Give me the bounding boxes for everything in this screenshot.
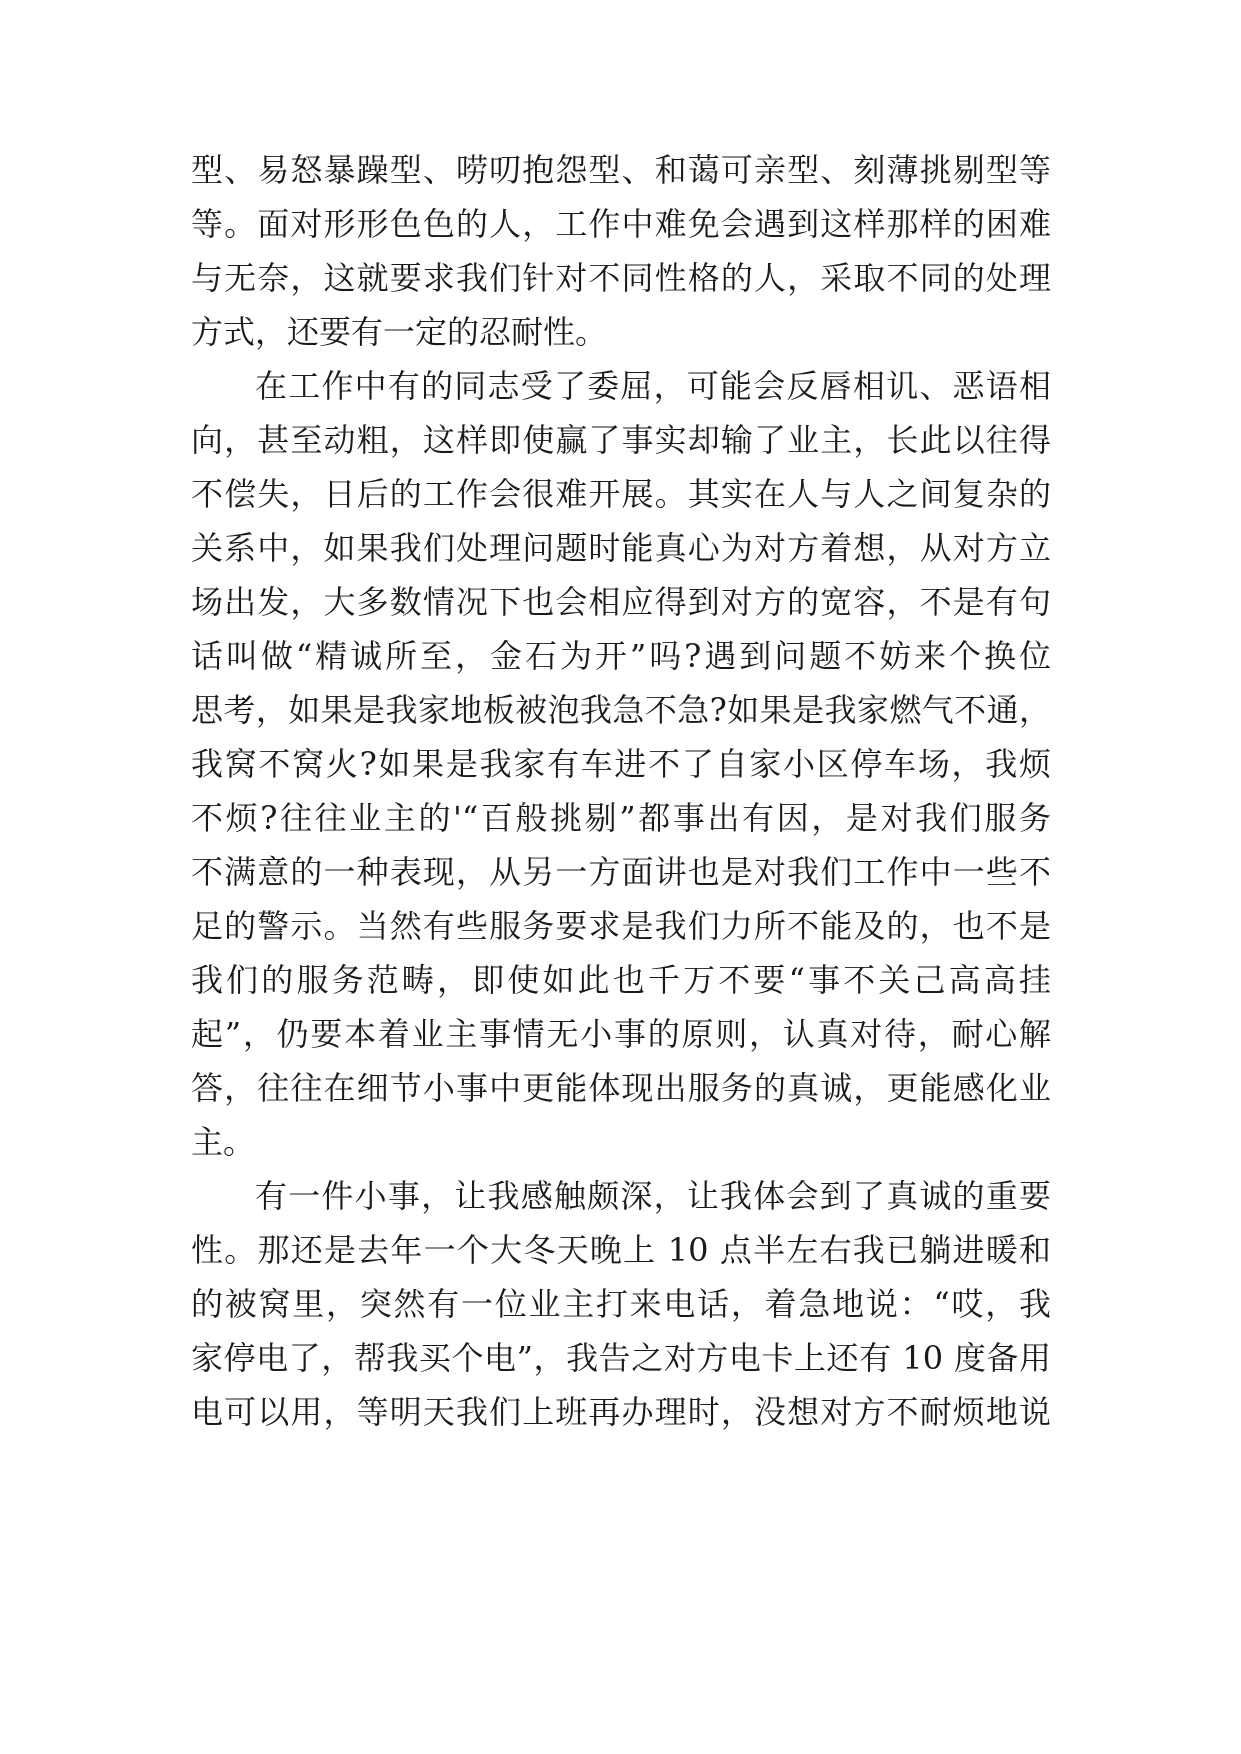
text-line: 等。面对形形色色的人，工作中难免会遇到这样那样的困难 bbox=[191, 205, 1051, 243]
text-line: 性。那还是去年一个大冬天晚上 10 点半左右我已躺进暖和 bbox=[191, 1231, 1051, 1269]
text-line: 不满意的一种表现，从另一方面讲也是对我们工作中一些不 bbox=[191, 853, 1051, 891]
text-line: 不烦?往往业主的'“百般挑剔”都事出有因，是对我们服务 bbox=[191, 799, 1051, 837]
text-line: 场出发，大多数情况下也会相应得到对方的宽容，不是有句 bbox=[191, 583, 1051, 621]
text-line: 我们的服务范畴，即使如此也千万不要“事不关己高高挂 bbox=[191, 961, 1051, 999]
text-line: 型、易怒暴躁型、唠叨抱怨型、和蔼可亲型、刻薄挑剔型等 bbox=[191, 151, 1051, 189]
text-line: 起”，仍要本着业主事情无小事的原则，认真对待，耐心解 bbox=[191, 1015, 1051, 1053]
text-line: 思考，如果是我家地板被泡我急不急?如果是我家燃气不通， bbox=[191, 691, 1051, 729]
text-line: 不偿失，日后的工作会很难开展。其实在人与人之间复杂的 bbox=[191, 475, 1051, 513]
paragraph-first-line: 有一件小事，让我感触颇深，让我体会到了真诚的重要 bbox=[255, 1177, 1051, 1215]
text-line: 与无奈，这就要求我们针对不同性格的人，采取不同的处理 bbox=[191, 259, 1051, 297]
text-line: 的被窝里，突然有一位业主打来电话，着急地说：“哎，我 bbox=[191, 1285, 1051, 1323]
text-line: 家停电了，帮我买个电”，我告之对方电卡上还有 10 度备用 bbox=[191, 1339, 1051, 1377]
text-line: 答，往往在细节小事中更能体现出服务的真诚，更能感化业 bbox=[191, 1069, 1051, 1107]
text-line: 我窝不窝火?如果是我家有车进不了自家小区停车场，我烦 bbox=[191, 745, 1051, 783]
text-line: 电可以用，等明天我们上班再办理时，没想对方不耐烦地说 bbox=[191, 1393, 1051, 1431]
text-line: 关系中，如果我们处理问题时能真心为对方着想，从对方立 bbox=[191, 529, 1051, 567]
text-line: 主。 bbox=[191, 1123, 256, 1161]
text-line: 足的警示。当然有些服务要求是我们力所不能及的，也不是 bbox=[191, 907, 1051, 945]
text-line: 方式，还要有一定的忍耐性。 bbox=[191, 313, 608, 351]
text-line: 话叫做“精诚所至，金石为开”吗?遇到问题不妨来个换位 bbox=[191, 637, 1051, 675]
text-line: 向，甚至动粗，这样即使赢了事实却输了业主，长此以往得 bbox=[191, 421, 1051, 459]
paragraph-first-line: 在工作中有的同志受了委屈，可能会反唇相讥、恶语相 bbox=[255, 367, 1051, 405]
